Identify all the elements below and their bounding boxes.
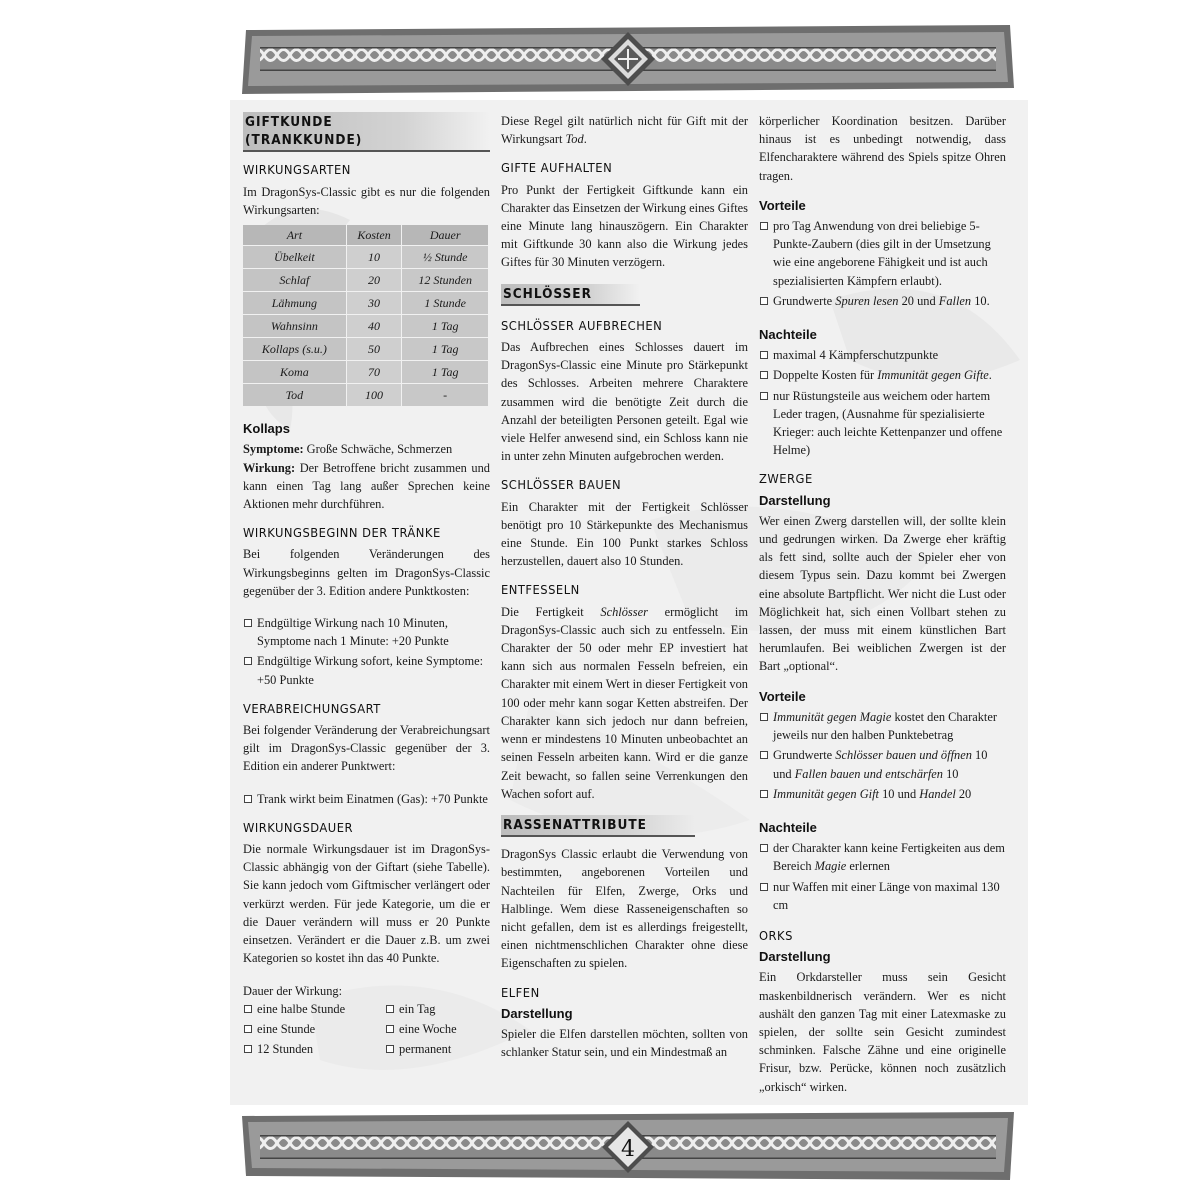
heading-verabreichungsart: VERABREICHUNGSART bbox=[243, 701, 381, 717]
subheading-zwerge-darstellung: Darstellung bbox=[759, 492, 831, 508]
table-cell: Tod bbox=[243, 384, 346, 407]
table-row bbox=[243, 292, 489, 315]
spacer bbox=[243, 606, 490, 614]
heading-schloesser-bauen: SCHLÖSSER BAUEN bbox=[501, 478, 622, 494]
emphasis: Tod bbox=[565, 132, 584, 147]
spacer bbox=[243, 974, 490, 982]
text: Grundwerte bbox=[773, 293, 836, 308]
list-item: ein Tag bbox=[385, 1000, 485, 1018]
table-row bbox=[243, 246, 489, 269]
list-item bbox=[759, 839, 1006, 875]
list-zwerge-nachteile bbox=[759, 839, 1006, 914]
text: ermöglicht im DragonSys-Classic auch sich zu entfesseln. Ein Charakter der 50 oder mehr EP investiert hat kann sich aus normalen Fesseln befreien, ein Charakter mit einem Wert in dieser Fertigkeit von 100 oder mehr kann sogar Ketten abstreifen. Der Charakter kann sich jedoch nur dann befreien, wenn er mindestens 10 Minuten unbeobachtet an seinen Fesseln arbeiten kann. Wird er die ganze Zeit bewacht, so fallen seine Verrenkungen den Wachen sofort auf. bbox=[501, 604, 748, 801]
list-item: 12 Stunden bbox=[243, 1040, 385, 1058]
table-cell: Übelkeit bbox=[243, 246, 346, 269]
label-wirkung: Wirkung: bbox=[243, 460, 296, 475]
table-cell: 50 bbox=[346, 338, 402, 361]
text: 20 bbox=[955, 786, 972, 801]
paragraph-orks: Ein Orkdarsteller muss sein Gesicht maskenbildnerisch verändern. Wer es nicht aushält den ganzen Tag mit einer Latexmaske zu spielen, der sollte sein Gesicht zumindest schminken. Falsche Zähne und eine originelle Frisur, bzw. Perücke, können noch zusätzlich „orkisch“ wirken. bbox=[759, 970, 1006, 1094]
text: Diese Regel gilt natürlich nicht für Gift mit der Wirkungsart bbox=[501, 114, 748, 147]
paragraph-wirkungsbeginn: Bei folgenden Veränderungen des Wirkungsbeginns gelten im DragonSys-Classic gegenüber der 3. Edition andere Punktkosten: bbox=[243, 547, 490, 598]
list-item bbox=[759, 785, 1006, 803]
table-cell: 1 Tag bbox=[402, 361, 489, 384]
table-cell: 30 bbox=[346, 292, 402, 315]
list-item bbox=[759, 292, 1006, 310]
list-zwerge-vorteile bbox=[759, 708, 1006, 803]
text: 10 bbox=[943, 766, 959, 781]
table-header-kosten: Kosten bbox=[346, 225, 402, 246]
list-item bbox=[759, 366, 1006, 384]
list-item: nur Rüstungsteile aus weichem oder hartem Leder tragen, (Ausnahme für spezialisierte Krieger: auch leichte Kettenpanzer und offene Helme) bbox=[759, 387, 1006, 460]
list-dauer bbox=[243, 1000, 490, 1061]
emphasis: Handel bbox=[919, 786, 956, 801]
text: 20 und bbox=[898, 293, 939, 308]
text: Doppelte Kosten für bbox=[773, 368, 878, 383]
heading-entfesseln: ENTFESSELN bbox=[501, 583, 580, 599]
table-cell: ½ Stunde bbox=[402, 246, 489, 269]
paragraph-gifte-aufhalten: Pro Punkt der Fertigkeit Giftkunde kann ein Charakter das Einsetzen der Wirkung eines Giftes eine Minute lang hinauszögern. Ein Charakter mit Giftkunde 30 kann also die Wirkung jedes Giftes für 30 Minuten verzögern. bbox=[501, 182, 749, 270]
table-header-row bbox=[243, 225, 489, 246]
text: Die Fertigkeit bbox=[501, 604, 601, 619]
paragraph-elfen-continued: körperlicher Koordination besitzen. Darüber hinaus ist es unbedingt notwendig, dass Elfencharaktere während des Spiels spitze Ohren tragen. bbox=[759, 114, 1006, 183]
top-banner bbox=[238, 22, 1018, 96]
heading-gifte-aufhalten: GIFTE AUFHALTEN bbox=[501, 161, 613, 177]
paragraph-verabreichungsart: Bei folgender Veränderung der Verabreichungsart gilt im DragonSys-Classic gegenüber der 3. Edition ein anderer Punktwert: bbox=[243, 723, 490, 774]
column-right bbox=[759, 112, 1006, 1102]
paragraph-zwerge: Wer einen Zwerg darstellen will, der sollte klein und gedrungen wirken. Da Zwerge eher kräftig als fett sind, sollte auch der Spieler eher von diesem Typus sein. Dazu kommt bei Zwergen eine absolute Bartpflicht. Wer nicht die Lust oder Möglichkeit hat, sich einen Vollbart stehen zu lassen, der muss mit einem künstlichen Bart herumlaufen. Bei weiblichen Zwergen ist der Bart „optional“. bbox=[759, 513, 1006, 674]
table-cell: 40 bbox=[346, 315, 402, 338]
label-symptome: Symptome: bbox=[243, 442, 304, 457]
table-row bbox=[243, 269, 489, 292]
list-elfen-vorteile bbox=[759, 217, 1006, 310]
text: kostet den Charakter jeweils nur den halben Punktebetrag bbox=[773, 709, 998, 743]
text: erlernen bbox=[846, 859, 890, 874]
list-item: pro Tag Anwendung von drei beliebige 5-Punkte-Zaubern (dies gilt in der Umsetzung wie eine angeborene Fähigkeit und ist auch spezialisierten Kämpfern erlaubt). bbox=[759, 217, 1006, 290]
table-header-dauer: Dauer bbox=[402, 225, 489, 246]
table-cell: 1 Tag bbox=[402, 315, 489, 338]
emphasis: Fallen bbox=[938, 293, 972, 308]
table-row bbox=[243, 384, 489, 407]
column-middle bbox=[501, 112, 748, 1067]
heading-elfen-nachteile: Nachteile bbox=[759, 327, 817, 343]
emphasis: Immunität gegen Gift bbox=[773, 786, 879, 801]
subheading-elfen-darstellung: Darstellung bbox=[501, 1005, 573, 1021]
table-row bbox=[243, 315, 489, 338]
paragraph-wirkungsdauer: Die normale Wirkungsdauer ist im DragonSys-Classic abhängig von der Giftart (siehe Tabelle). Sie kann jedoch vom Giftmischer verlängert oder verkürzt werden. Für jede Kategorie, um die er die Dauer verändern will muss er 20 Punkte einsetzen. Verändert er die Dauer z.B. um zwei Kategorien so kostet ihn das 40 Punkte. bbox=[243, 842, 490, 966]
text: . bbox=[583, 132, 587, 147]
text-symptome: Große Schwäche, Schmerzen bbox=[303, 442, 453, 457]
table-cell: Wahnsinn bbox=[243, 315, 346, 338]
list-item: eine Woche bbox=[385, 1020, 485, 1038]
table-row bbox=[243, 338, 489, 361]
emphasis: Immunität gegen Magie bbox=[773, 709, 892, 724]
heading-elfen: ELFEN bbox=[501, 985, 540, 1001]
paragraph-kollaps-wirkung bbox=[243, 459, 490, 514]
emphasis: Immunität gegen Gifte bbox=[877, 368, 989, 383]
table-cell: 1 Tag bbox=[402, 338, 489, 361]
table-cell: 1 Stunde bbox=[402, 292, 489, 315]
table-cell: Lähmung bbox=[243, 292, 346, 315]
text: 10. bbox=[971, 293, 990, 308]
table-cell: 100 bbox=[346, 384, 402, 407]
column-left bbox=[243, 112, 490, 1064]
paragraph-regel-tod bbox=[501, 112, 748, 148]
heading-wirkungsarten: WIRKUNGSARTEN bbox=[243, 163, 351, 179]
text: . bbox=[988, 368, 992, 383]
emphasis: Schlösser bbox=[600, 604, 648, 619]
page-number-text: 4 bbox=[621, 1136, 635, 1162]
paragraph-schloesser-bauen: Ein Charakter mit der Fertigkeit Schlösser benötigt pro 10 Stärkepunkte des Mechanismus eine Stunde. Ein 100 Punkt starkes Schloss herzustellen, dauert also 10 Stunden. bbox=[501, 499, 748, 569]
section-title-giftkunde: GIFTKUNDE (TRANKKUNDE) bbox=[243, 112, 490, 152]
heading-schloesser-aufbrechen: SCHLÖSSER AUFBRECHEN bbox=[501, 318, 663, 334]
list-item bbox=[759, 746, 1006, 782]
heading-wirkungsdauer: WIRKUNGSDAUER bbox=[243, 820, 353, 836]
list-item: maximal 4 Kämpferschutzpunkte bbox=[759, 346, 1006, 364]
paragraph-kollaps-symptome bbox=[243, 440, 490, 458]
heading-orks: ORKS bbox=[759, 928, 793, 944]
heading-kollaps: Kollaps bbox=[243, 421, 290, 437]
list-verabreichungsart bbox=[243, 790, 490, 808]
subheading-orks-darstellung: Darstellung bbox=[759, 949, 831, 965]
list-item: permanent bbox=[385, 1040, 485, 1058]
table-cell: 10 bbox=[346, 246, 402, 269]
label-dauer-der-wirkung: Dauer der Wirkung: bbox=[243, 983, 343, 998]
list-wirkungsbeginn bbox=[243, 614, 490, 689]
heading-wirkungsbeginn: WIRKUNGSBEGINN DER TRÄNKE bbox=[243, 526, 441, 542]
bottom-banner bbox=[238, 1110, 1018, 1184]
table-cell: - bbox=[402, 384, 489, 407]
table-row bbox=[243, 361, 489, 384]
table-cell: 70 bbox=[346, 361, 402, 384]
paragraph-wirkungsarten: Im DragonSys-Classic gibt es nur die folgenden Wirkungsarten: bbox=[243, 184, 490, 217]
table-cell: Kollaps (s.u.) bbox=[243, 338, 346, 361]
table-header-art: Art bbox=[243, 225, 346, 246]
list-item: Endgültige Wirkung sofort, keine Symptome: +50 Punkte bbox=[243, 652, 490, 688]
list-item: Endgültige Wirkung nach 10 Minuten, Symptome nach 1 Minute: +20 Punkte bbox=[243, 614, 490, 650]
list-item: eine halbe Stunde bbox=[243, 1000, 385, 1018]
table-cell: 12 Stunden bbox=[402, 269, 489, 292]
list-item: nur Waffen mit einer Länge von maximal 130 cm bbox=[759, 878, 1006, 914]
heading-zwerge: ZWERGE bbox=[759, 472, 813, 488]
text: 10 und bbox=[773, 748, 988, 781]
table-cell: 20 bbox=[346, 269, 402, 292]
text: der Charakter kann keine Fertigkeiten aus dem Bereich bbox=[773, 841, 1005, 874]
emphasis: Magie bbox=[814, 859, 847, 874]
table-cell: Schlaf bbox=[243, 269, 346, 292]
text: 10 und bbox=[879, 786, 920, 801]
heading-zwerge-vorteile: Vorteile bbox=[759, 688, 806, 704]
section-title-rassenattribute: RASSENATTRIBUTE bbox=[501, 815, 695, 837]
emphasis: Fallen bauen und entschärfen bbox=[794, 766, 943, 781]
heading-zwerge-nachteile: Nachteile bbox=[759, 819, 817, 835]
spacer bbox=[243, 782, 490, 790]
section-title-schloesser: SCHLÖSSER bbox=[501, 284, 640, 306]
text: Grundwerte bbox=[773, 748, 836, 763]
list-elfen-nachteile bbox=[759, 346, 1006, 459]
text-wirkung: Der Betroffene bricht zusammen und kann einen Tag lang außer Sprechen keine Aktionen mehr durchführen. bbox=[243, 460, 490, 512]
emphasis: Schlösser bauen und öffnen bbox=[835, 748, 972, 763]
list-item bbox=[759, 708, 1006, 744]
page-number bbox=[238, 1110, 1018, 1184]
paragraph-elfen: Spieler die Elfen darstellen möchten, sollten von schlanker Statur sein, und ein Mindestmaß an bbox=[501, 1026, 748, 1060]
poison-table bbox=[243, 225, 489, 406]
paragraph-rassenattribute: DragonSys Classic erlaubt die Verwendung von bestimmten, angeborenen Vorteilen und Nachteilen für Elfen, Zwerge, Orks und Halblinge. Wem diese Rasseneigenschaften so nicht gefallen, dem ist es allerdings freigestellt, einen nichtmenschlichen Charakter ohne diese Eigenschaften zu spielen. bbox=[501, 847, 748, 971]
heading-elfen-vorteile: Vorteile bbox=[759, 197, 806, 213]
list-item: Trank wirkt beim Einatmen (Gas): +70 Punkte bbox=[243, 790, 490, 808]
celtic-knot-border-top bbox=[238, 22, 1018, 96]
paragraph-schloesser-aufbrechen: Das Aufbrechen eines Schlosses dauert im DragonSys-Classic eine Minute pro Stärkepunkt des Schlosses. Arbeiten mehrere Charaktere zusammen wird die benötigte Zeit durch die Anzahl der beteiligten Personen geteilt. Egal wie viele Helfer anwesend sind, ein Schloss kann nie in unter zehn Minuten aufgebrochen werden. bbox=[501, 340, 748, 464]
table-cell: Koma bbox=[243, 361, 346, 384]
emphasis: Spuren lesen bbox=[835, 293, 899, 308]
list-item: eine Stunde bbox=[243, 1020, 385, 1038]
paragraph-entfesseln bbox=[501, 603, 748, 803]
